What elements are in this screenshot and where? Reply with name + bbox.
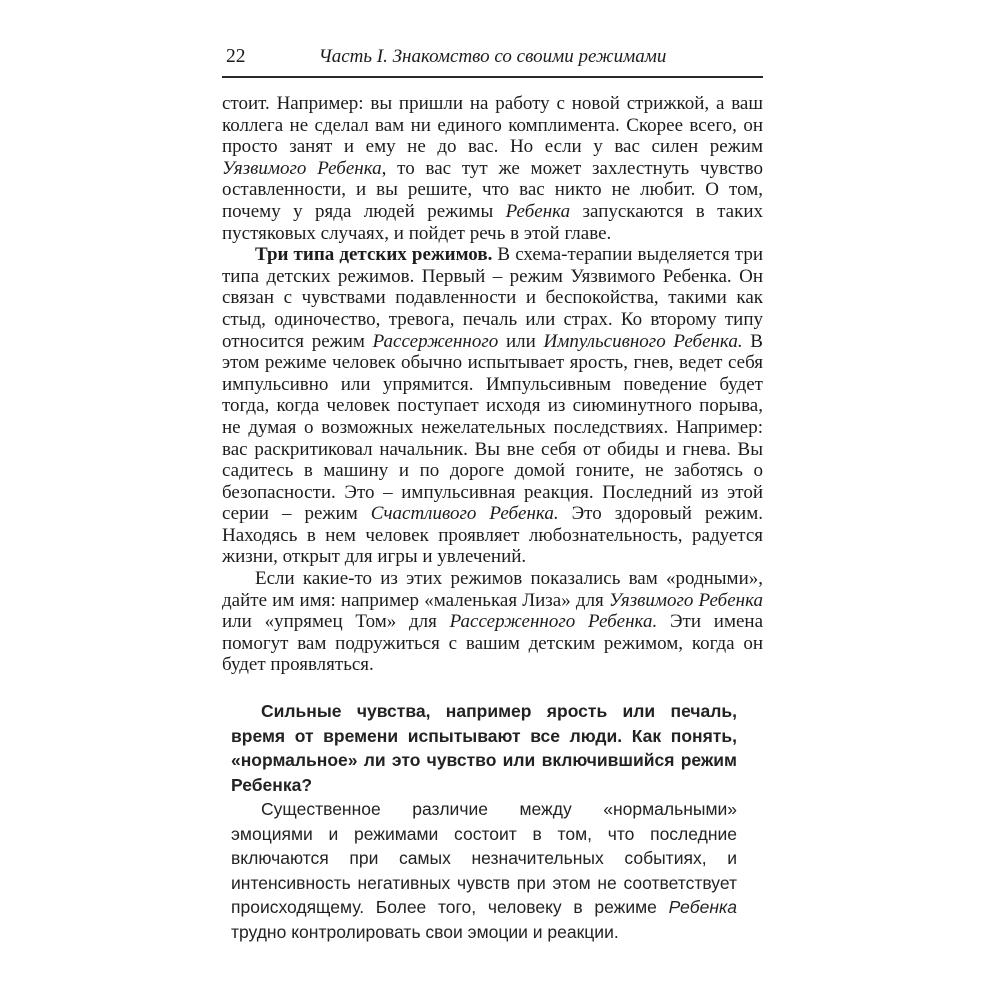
text-run: трудно контролировать свои эмоции и реакции. [231, 921, 619, 942]
text-run-italic: Ребенка [505, 200, 571, 222]
page-header [222, 46, 763, 78]
page-number: 22 [226, 46, 246, 67]
text-run: или «упрямец Том» для [222, 611, 450, 633]
text-run: или [498, 330, 544, 352]
page-body [222, 93, 763, 944]
qa-block [231, 699, 737, 944]
paragraph-naming [222, 568, 763, 676]
text-run: запускаются в таких пустяковых случаях, и пойдет речь в этой главе. [222, 200, 763, 244]
text-run-italic: Ребенка [668, 897, 737, 918]
text-run: Это здоровый режим. Находясь в нем человек проявляет любознательность, радуется жизни, открыт для игры и увлечений. [222, 503, 763, 568]
paragraph-three-types [222, 244, 763, 568]
text-run: Существенное различие между «нормальными» эмоциями и режимами состоит в том, что последние включаются при самых незначительных событиях, и интенсивность негативных чувств при этом не соответствует происходящему. Более того, человеку в режиме [231, 799, 737, 918]
text-run: стоит. Например: вы пришли на работу с новой стрижкой, а ваш коллега не сделал вам ни единого комплимента. Скорее всего, он просто занят и ему не до вас. Но если у вас силен режим [222, 93, 763, 158]
text-run-italic: Уязвимого Ребенка [222, 157, 382, 179]
text-run: , то вас тут же может захлестнуть чувство оставленности, и вы решите, что вас никто не любит. О том, почему у ряда людей режимы [222, 157, 763, 222]
page-content [222, 46, 763, 944]
text-run: Эти имена помогут вам подружиться с вашим детским режимом, когда он будет проявляться. [222, 611, 764, 676]
question-text: Сильные чувства, например ярость или печаль, время от времени испытывают все люди. Как понять, «нормальное» ли это чувство или включившийся режим Ребенка? [231, 701, 737, 795]
text-run-italic: Рассерженного Ребенка. [449, 611, 658, 633]
text-run: В этом режиме человек обычно испытывает ярость, гнев, ведет себя импульсивно или упрямится. Импульсивным поведение будет тогда, когда человек поступает исходя из сиюминутного порыва, не думая о возможных нежелательных последствиях. Например: вас раскритиковал начальник. Вы вне себя от обиды и гнева. Вы садитесь в машину и по дороге домой гоните, не заботясь о безопасности. Это – импульсивная реакция. Последний из этой серии – режим [222, 330, 763, 525]
running-title: Часть I. Знакомство со своими режимами [318, 46, 667, 67]
text-run-italic: Импульсивного Ребенка. [543, 330, 743, 352]
text-run-italic: Счастливого Ребенка. [370, 503, 559, 525]
text-run-italic: Уязвимого Ребенка [608, 589, 763, 611]
text-run-italic: Рассерженного [372, 330, 499, 352]
answer-text [231, 797, 737, 944]
text-run-bold: Три типа детских режимов. [255, 244, 493, 266]
paragraph-intro [222, 93, 763, 244]
text-run: Если какие-то из этих режимов показались вам «родными», дайте им имя: например «маленькая Лиза» для [222, 568, 763, 611]
text-run: В схема-терапии выделяется три типа детских режимов. Первый – режим Уязвимого Ребенка. Он связан с чувствами подавленности и беспокойства, такими как стыд, одиночество, тревога, печаль или страх. Ко второму типу относится режим [222, 244, 763, 352]
